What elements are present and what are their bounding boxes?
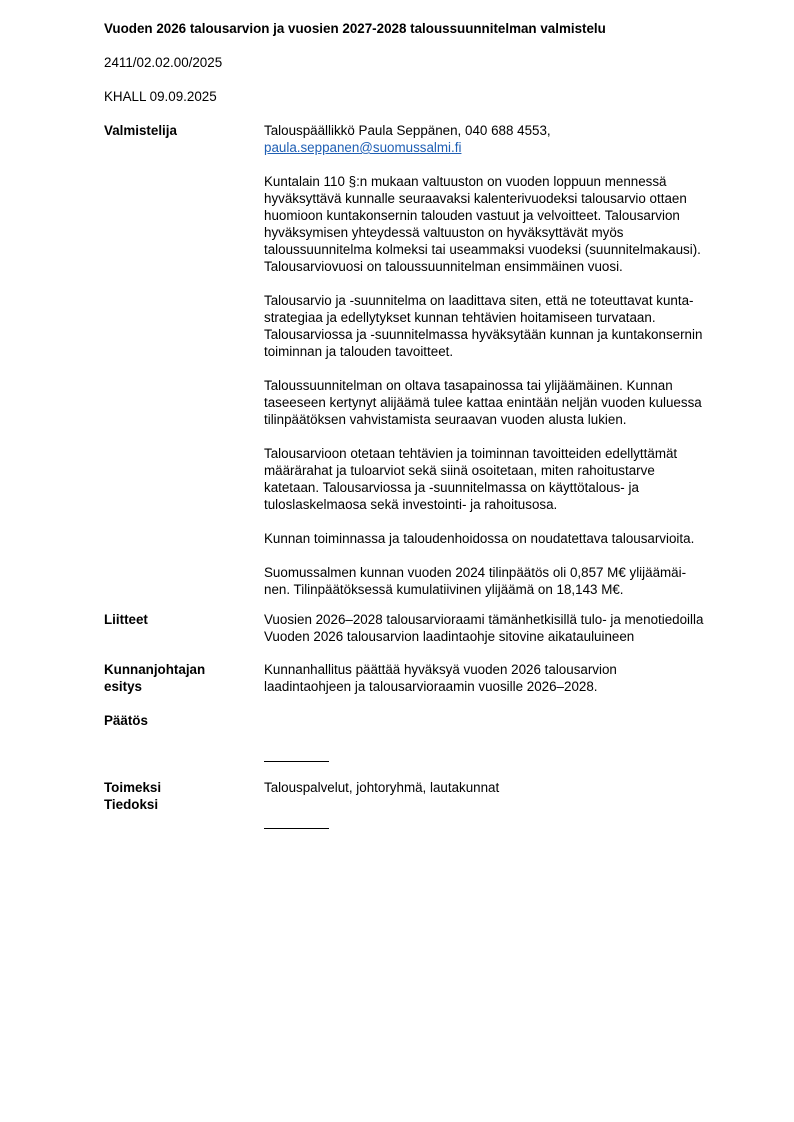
paragraph-line: katetaan. Talousarviossa ja -suunnitelmassa on käyttötalous- ja <box>264 480 639 495</box>
paragraph-line: hyväksyttävä kunnalle seuraavaksi kalenterivuodeksi talousarvio ottaen <box>264 191 687 206</box>
paatos-divider <box>264 761 329 762</box>
paragraph-line: huomioon kuntakonsernin talouden vastuut ja velvoitteet. Talousarvion <box>264 208 680 223</box>
body-paragraph <box>264 173 750 275</box>
paragraph-line: toiminnan ja talouden tavoitteet. <box>264 344 454 359</box>
attachment-item: Vuoden 2026 talousarvion laadintaohje sitovine aikatauluineen <box>264 629 635 644</box>
contact-line: Talouspäällikkö Paula Seppänen, 040 688 4553, <box>264 123 551 138</box>
body-paragraph <box>264 564 750 598</box>
paragraph-line: Talousarviossa ja -suunnitelmassa hyväksytään kunnan ja kuntakonsernin <box>264 327 703 342</box>
paragraph-line: nen. Tilinpäätöksessä kumulatiivinen ylijäämä on 18,143 M€. <box>264 582 624 597</box>
paragraph-line: Talousarvio ja -suunnitelma on laadittava siten, että ne toteuttavat kunta- <box>264 293 694 308</box>
esitys-label <box>104 661 254 695</box>
paragraph-line: strategiaa ja edellytykset kunnan tehtävien hoitamiseen turvataan. <box>264 310 656 325</box>
paragraph-line: määrärahat ja tuloarviot sekä siinä osoitetaan, miten rahoitustarve <box>264 463 655 478</box>
tiedoksi-label-line: Tiedoksi <box>104 797 159 812</box>
paragraph-line: Taloussuunnitelman on oltava tasapainossa tai ylijäämäinen. Kunnan <box>264 378 673 393</box>
body-paragraph <box>264 445 750 513</box>
esitys-label-line: Kunnanjohtajan <box>104 662 206 677</box>
email-link[interactable]: paula.seppanen@suomussalmi.fi <box>264 140 462 155</box>
liitteet-list <box>264 611 750 645</box>
paragraph-line: hyväksymisen yhteydessä valtuuston on hyväksyttävät myös <box>264 225 624 240</box>
meeting-info: KHALL 09.09.2025 <box>104 89 217 104</box>
attachment-item: Vuosien 2026–2028 talousarvioraami tämänhetkisillä tulo- ja menotiedoilla <box>264 612 704 627</box>
paragraph-line: Suomussalmen kunnan vuoden 2024 tilinpäätös oli 0,857 M€ ylijäämäi- <box>264 565 687 580</box>
toimeksi-label-line: Toimeksi <box>104 780 162 795</box>
paragraph-line: taloussuunnitelma kolmeksi tai useammaksi vuodeksi (suunnitelmakausi). <box>264 242 701 257</box>
toimeksi-label <box>104 779 254 813</box>
paragraph-line: tilinpäätöksen vahvistamista seuraavan vuoden alusta lukien. <box>264 412 627 427</box>
paragraph-line: Kunnan toiminnassa ja taloudenhoidossa on noudatettava talousarvioita. <box>264 531 695 546</box>
paatos-label: Päätös <box>104 713 148 728</box>
valmistelija-label: Valmistelija <box>104 123 177 138</box>
paragraph-line: taseeseen kertynyt alijäämä tulee kattaa enintään neljän vuoden kuluessa <box>264 395 702 410</box>
liitteet-label: Liitteet <box>104 612 148 627</box>
esitys-label-line: esitys <box>104 679 142 694</box>
paragraph-line: Talousarviovuosi on taloussuunnitelman ensimmäinen vuosi. <box>264 259 623 274</box>
toimeksi-divider <box>264 828 329 829</box>
paragraph-line: Kuntalain 110 §:n mukaan valtuuston on vuoden loppuun mennessä <box>264 174 667 189</box>
valmistelija-paragraphs <box>264 173 750 598</box>
contact-paragraph <box>264 122 750 156</box>
toimeksi-text: Talouspalvelut, johtoryhmä, lautakunnat <box>264 780 500 795</box>
esitys-line: Kunnanhallitus päättää hyväksyä vuoden 2026 talousarvion <box>264 662 617 677</box>
paragraph-line: tuloslaskelmaosa sekä investointi- ja rahoitusosa. <box>264 497 558 512</box>
reference-number: 2411/02.02.00/2025 <box>104 55 223 70</box>
esitys-text <box>264 661 750 695</box>
body-paragraph <box>264 377 750 428</box>
paragraph-line: Talousarvioon otetaan tehtävien ja toiminnan tavoitteiden edellyttämät <box>264 446 678 461</box>
body-paragraph <box>264 292 750 360</box>
valmistelija-section <box>264 122 750 598</box>
body-paragraph <box>264 530 750 547</box>
document-title: Vuoden 2026 talousarvion ja vuosien 2027-2028 taloussuunnitelman valmistelu <box>104 21 606 36</box>
esitys-line: laadintaohjeen ja talousarvioraamin vuosille 2026–2028. <box>264 679 598 694</box>
